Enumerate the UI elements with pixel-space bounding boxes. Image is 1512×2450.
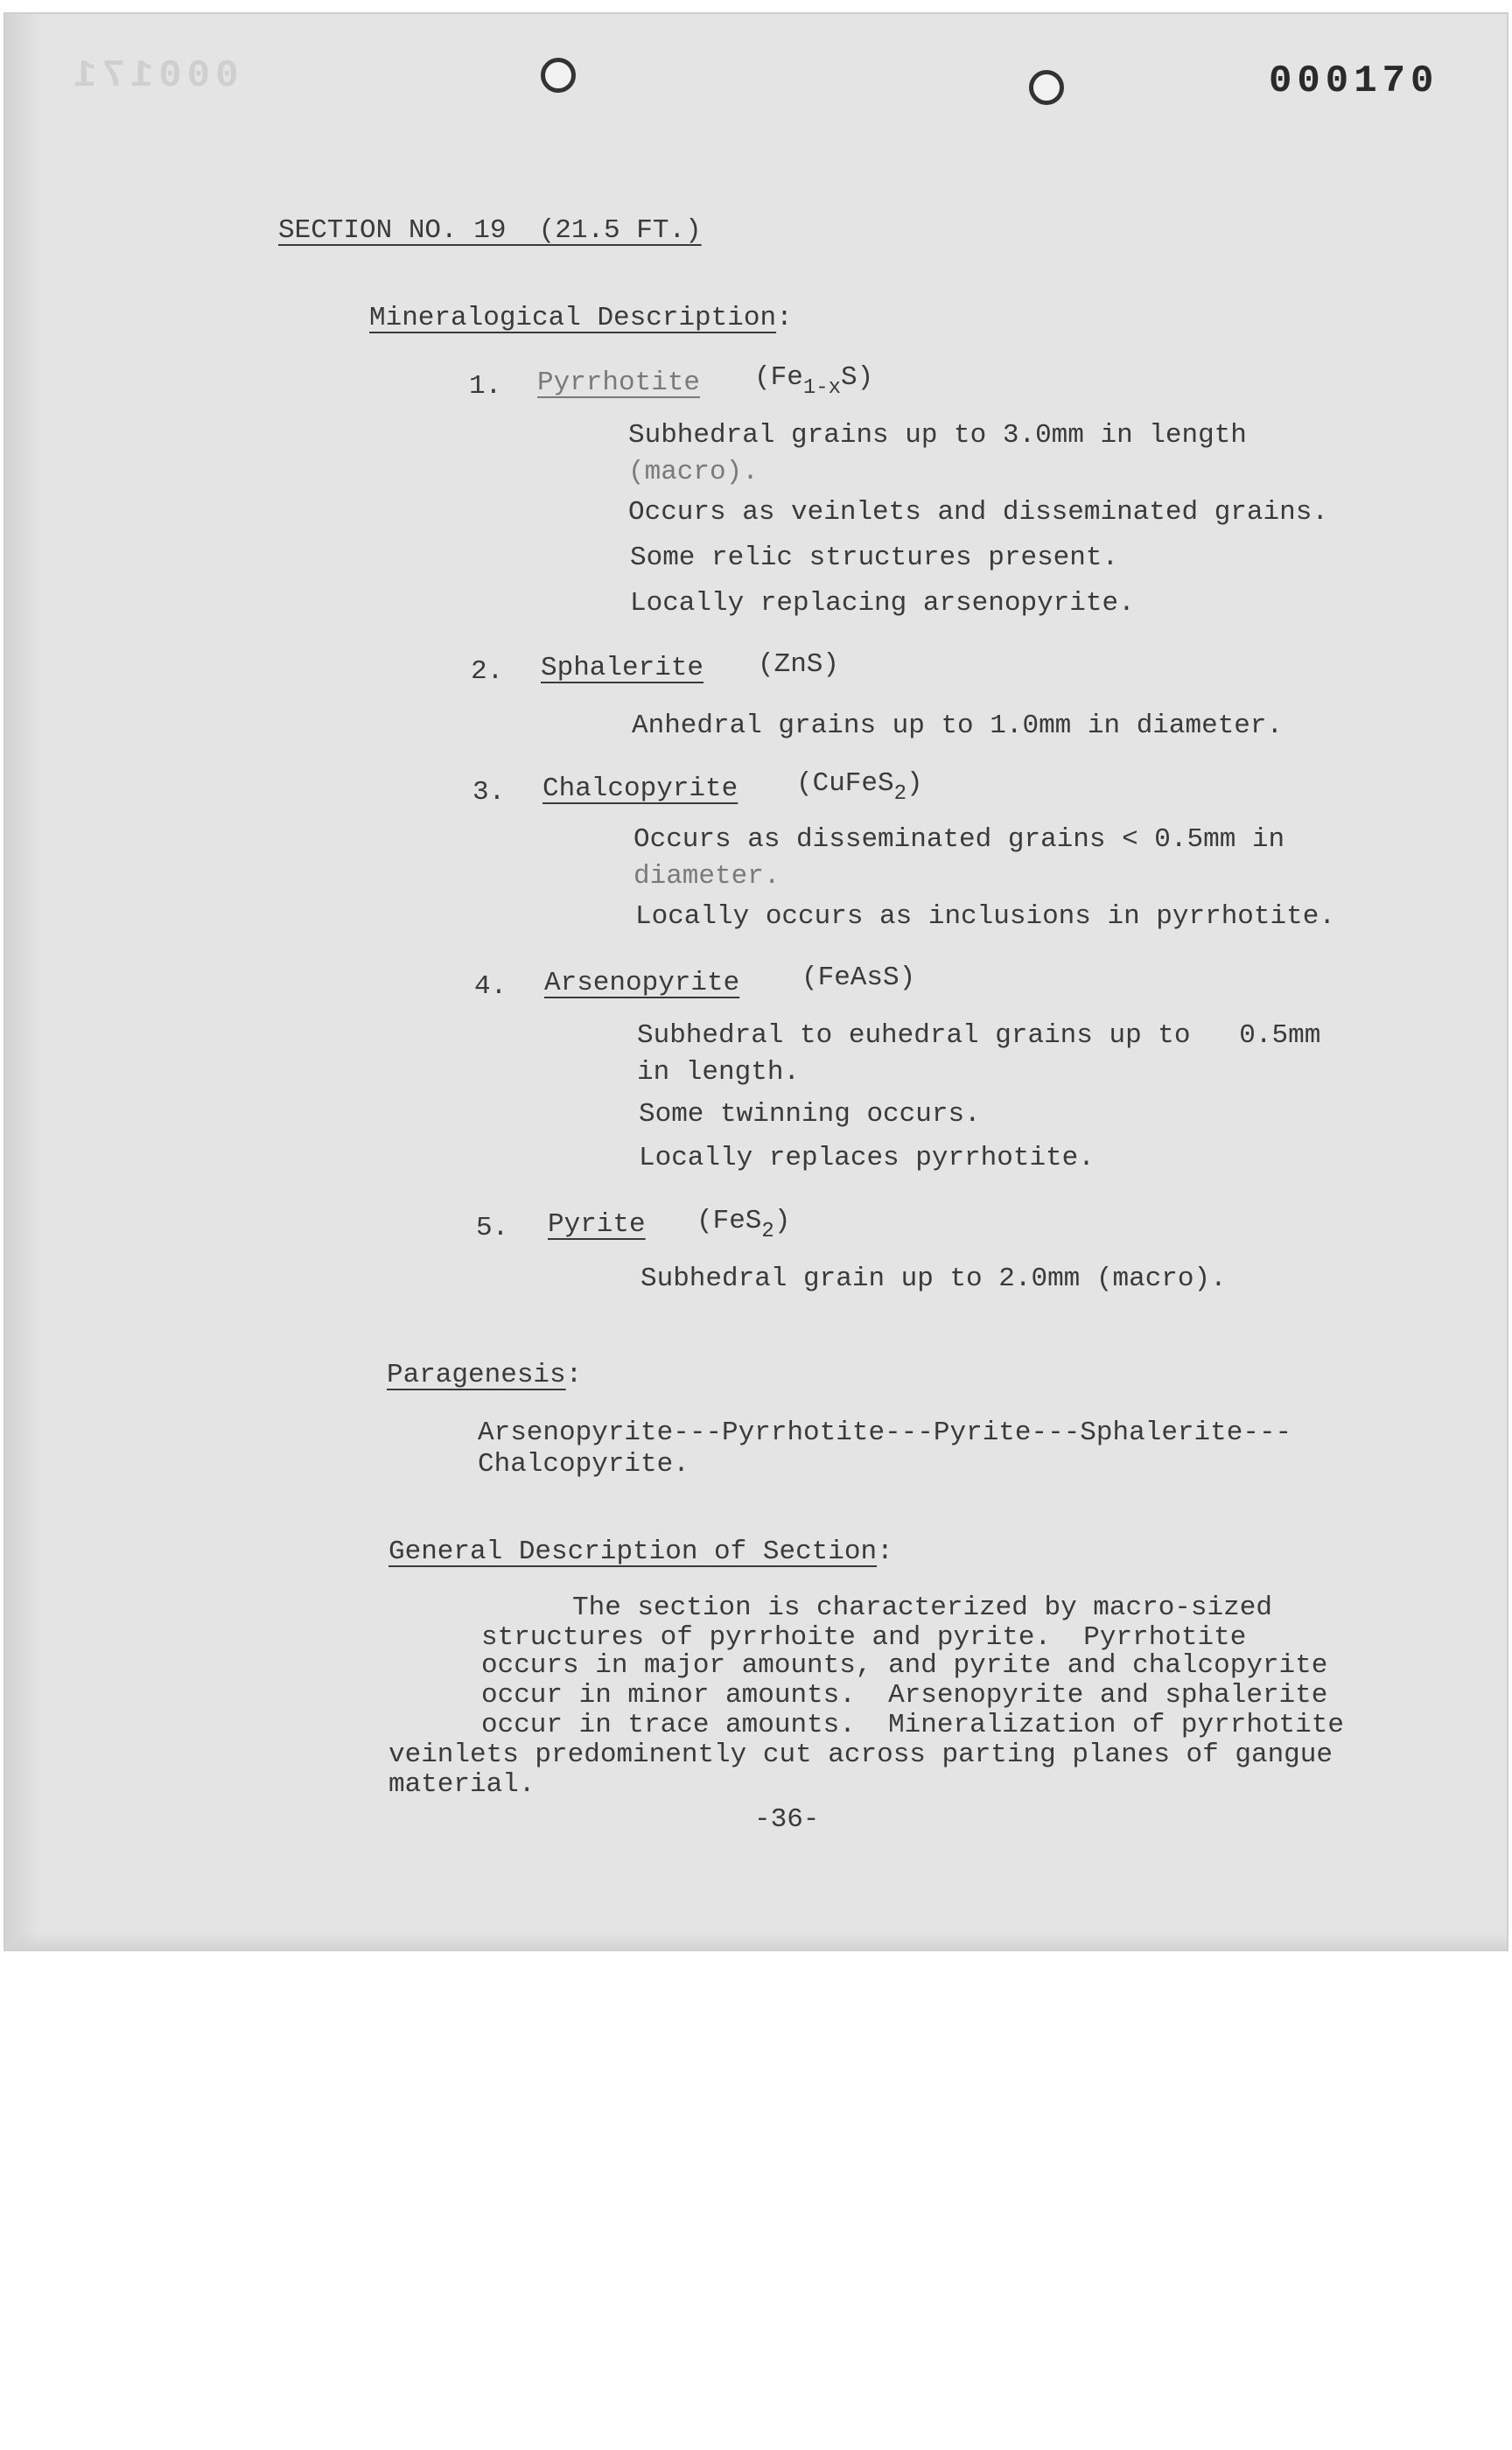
mineral-formula: $(Fe_{1-x}S)$ (754, 362, 874, 400)
mineral-note: Occurs as veinlets and disseminated grains. (628, 497, 1328, 528)
mineral-note: Locally replaces pyrrhotite. (639, 1143, 1095, 1173)
mineral-note: Subhedral grain up to 2.0mm (macro). (640, 1264, 1227, 1294)
general-description-line: occurs in major amounts, and pyrite and chalcopyrite (481, 1650, 1328, 1681)
mineral-note: Locally occurs as inclusions in pyrrhotite. (635, 901, 1335, 932)
bleed-through-serial-stamp: 000171 (68, 54, 239, 98)
general-description-line: structures of pyrrhoite and pyrite. Pyrrhotite (481, 1622, 1247, 1653)
mineral-name: Arsenopyrite (544, 968, 740, 998)
mineral-number: 4. (474, 971, 508, 1002)
mineral-note: (macro). (628, 457, 759, 487)
paragenesis-line: Arsenopyrite---Pyrrhotite---Pyrite---Sphalerite--- (478, 1418, 1292, 1448)
mineral-number: 1. (469, 371, 502, 402)
mineral-formula: (ZnS) (758, 649, 840, 680)
punch-hole-right (1029, 70, 1064, 105)
mineral-number: 3. (472, 777, 506, 808)
paragenesis-heading: Paragenesis: (387, 1360, 583, 1390)
general-description-line: occur in trace amounts. Mineralization of pyrrhotite (481, 1710, 1344, 1740)
document-page (4, 12, 1508, 1951)
mineral-name: Pyrrhotite (537, 368, 701, 398)
mineral-note: Occurs as disseminated grains < 0.5mm in (634, 824, 1285, 855)
page-number: -36- (754, 1804, 820, 1835)
paragenesis-line: Chalcopyrite. (478, 1449, 690, 1480)
mineral-note: in length. (637, 1057, 801, 1088)
mineral-note: Locally replacing arsenopyrite. (630, 588, 1135, 619)
general-description-heading: General Description of Section: (388, 1536, 893, 1567)
page-shadow-left (5, 14, 40, 1950)
general-description-line: veinlets predominently cut across parting planes of gangue (388, 1740, 1333, 1770)
mineral-note: Some twinning occurs. (639, 1099, 981, 1130)
mineral-note: diameter. (634, 861, 780, 892)
general-description-line: occur in minor amounts. Arsenopyrite and sphalerite (481, 1680, 1328, 1711)
mineral-name: Sphalerite (541, 653, 704, 683)
mineralogical-heading: Mineralogical Description: (369, 303, 793, 333)
mineral-number: 2. (471, 656, 504, 687)
punch-hole-left (541, 58, 576, 93)
section-title: SECTION NO. 19 (21.5 FT.) (278, 215, 702, 246)
mineral-formula: (CuFeS$_2$) (796, 768, 923, 806)
mineral-note: Some relic structures present. (630, 542, 1119, 573)
mineral-note: Subhedral to euhedral grains up to 0.5mm (637, 1020, 1321, 1051)
mineral-note: Anhedral grains up to 1.0mm in diameter. (632, 710, 1284, 741)
mineral-note: Subhedral grains up to 3.0mm in length (628, 420, 1247, 451)
mineral-formula: (FeAsS) (802, 962, 916, 993)
mineral-formula: (FeS$_2$) (696, 1206, 791, 1243)
mineral-name: Pyrite (548, 1209, 646, 1240)
general-description-line: The section is characterized by macro-sized (572, 1592, 1272, 1623)
mineral-name: Chalcopyrite (542, 774, 738, 804)
general-description-line: material. (388, 1769, 536, 1800)
serial-number-stamp: 000170 (1269, 60, 1439, 103)
mineral-number: 5. (476, 1213, 509, 1243)
page-shadow-bottom (5, 1932, 1507, 1950)
